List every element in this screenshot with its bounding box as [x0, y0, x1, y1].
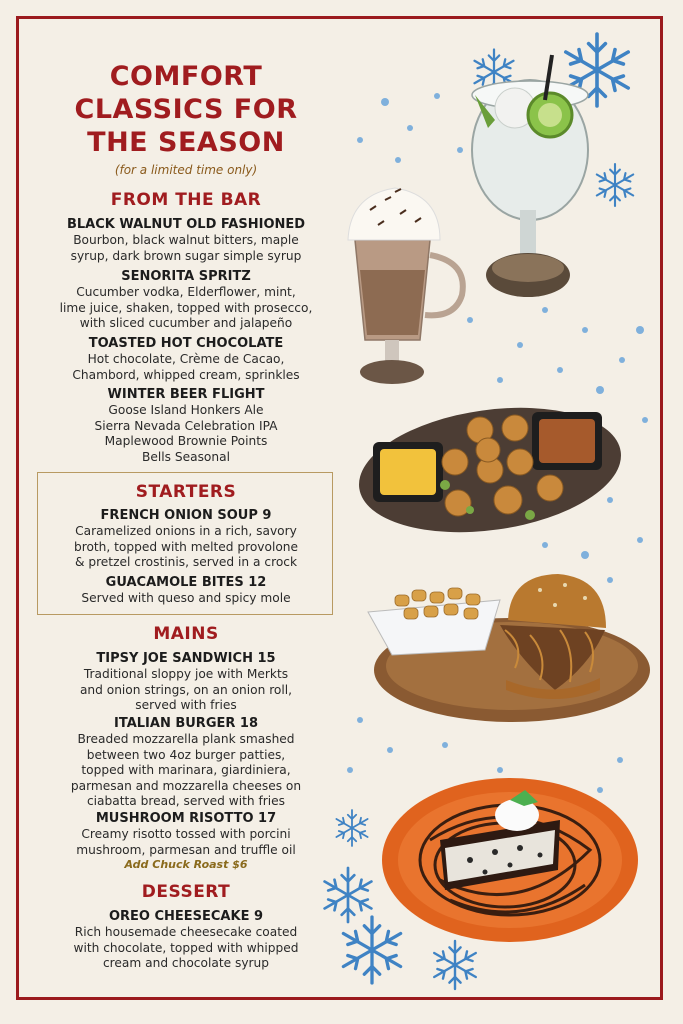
- item-name: WINTER BEER FLIGHT: [107, 387, 265, 402]
- item-name: SENORITA SPRITZ: [121, 269, 251, 284]
- item-desc: Rich housemade cheesecake coated: [74, 925, 298, 939]
- item-desc: lime juice, shaken, topped with prosecco,: [59, 300, 313, 315]
- item-desc: Caramelized onions in a rich, savory: [75, 524, 297, 538]
- snowflake-icon: [325, 868, 372, 922]
- item-desc: cream and chocolate syrup: [102, 956, 270, 970]
- item-desc: served with fries: [135, 698, 237, 712]
- guacamole-bites-image: [351, 392, 629, 548]
- cocktail-glass-image: [472, 55, 588, 297]
- item-desc: parmesan and mozzarella cheeses on: [70, 778, 302, 793]
- item-desc: Goose Island Honkers Ale: [108, 403, 264, 417]
- item-desc: between two 4oz burger patties,: [86, 747, 286, 762]
- hot-chocolate-image: [348, 188, 463, 384]
- item-desc: ciabatta bread, served with fries: [86, 794, 286, 808]
- item-name: ITALIAN BURGER 18: [114, 716, 258, 731]
- section-heading-bar: FROM THE BAR: [110, 190, 262, 210]
- snowflake-icon: [597, 164, 633, 206]
- section-heading-dessert: DESSERT: [141, 882, 231, 902]
- item-desc: Cucumber vodka, Elderflower, mint,: [76, 285, 296, 299]
- item-name: TIPSY JOE SANDWICH 15: [96, 651, 276, 666]
- item-name: GUACAMOLE BITES 12: [105, 575, 267, 590]
- item-desc: Chambord, whipped cream, sprinkles: [72, 367, 300, 382]
- item-desc: and onion strings, on an onion roll,: [79, 682, 293, 697]
- item-desc: Breaded mozzarella plank smashed: [77, 732, 295, 746]
- item-desc: syrup, dark brown sugar simple syrup: [70, 248, 302, 263]
- item-desc: mushroom, parmesan and truffle oil: [76, 842, 296, 857]
- item-name: MUSHROOM RISOTTO 17: [95, 811, 277, 826]
- item-desc: & pretzel crostinis, served in a crock: [74, 555, 298, 569]
- cheesecake-image: [382, 778, 638, 942]
- section-heading-starters: STARTERS: [135, 482, 237, 502]
- item-desc: Bells Seasonal: [142, 449, 230, 464]
- item-desc: Served with queso and spicy mole: [81, 591, 291, 605]
- item-desc: topped with marinara, giardiniera,: [81, 763, 291, 777]
- item-name: FRENCH ONION SOUP 9: [100, 508, 272, 523]
- item-desc: Creamy risotto tossed with porcini: [81, 827, 291, 841]
- section-heading-mains: MAINS: [153, 624, 219, 644]
- snowflake-icon: [434, 941, 476, 989]
- title-line: COMFORT: [109, 61, 263, 92]
- item-addon: Add Chuck Roast $6: [124, 858, 248, 871]
- item-desc: with sliced cucumber and jalapeño: [79, 316, 293, 330]
- snowflake-icon: [343, 917, 400, 983]
- sandwich-image: [368, 574, 650, 722]
- page-subtitle: (for a limited time only): [114, 163, 258, 177]
- title-line: CLASSICS FOR: [74, 94, 298, 125]
- item-desc: Maplewood Brownie Points: [104, 434, 268, 448]
- item-name: BLACK WALNUT OLD FASHIONED: [66, 217, 306, 232]
- snowflake-icon: [336, 810, 367, 846]
- item-desc: Traditional sloppy joe with Merkts: [83, 667, 289, 681]
- title-line: THE SEASON: [87, 127, 285, 158]
- item-desc: broth, topped with melted provolone: [73, 539, 299, 554]
- item-desc: Sierra Nevada Celebration IPA: [94, 418, 278, 433]
- item-desc: Hot chocolate, Crème de Cacao,: [87, 352, 285, 366]
- item-desc: with chocolate, topped with whipped: [73, 940, 299, 955]
- item-name: OREO CHEESECAKE 9: [108, 909, 264, 924]
- item-name: TOASTED HOT CHOCOLATE: [88, 336, 284, 351]
- item-desc: Bourbon, black walnut bitters, maple: [73, 233, 299, 247]
